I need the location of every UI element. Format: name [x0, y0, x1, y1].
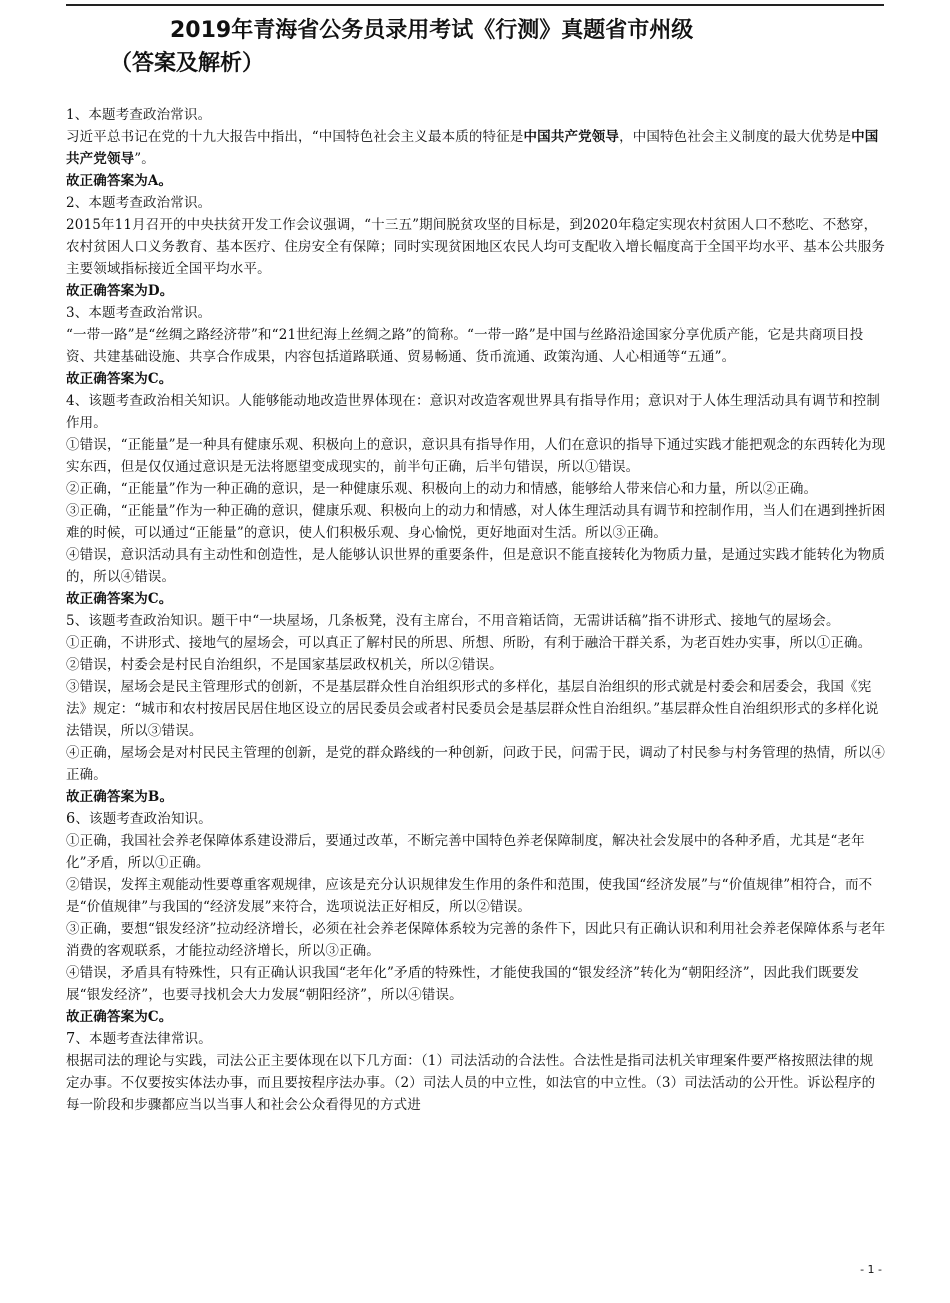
- q1-heading: 1、本题考查政治常识。: [66, 107, 212, 123]
- q6-option-3: ③正确，要想“银发经济”拉动经济增长，必须在社会养老保障体系较为完善的条件下，因此只有正确认识和利用社会养老保障体系与老年消费的客观联系，才能拉动经济增长，所以③正确。: [66, 921, 886, 959]
- q2-paragraph: 2015年11月召开的中央扶贫开发工作会议强调，“十三五”期间脱贫攻坚的目标是，到2020年稳定实现农村贫困人口不愁吃、不愁穿，农村贫困人口义务教育、基本医疗、住房安全有保障；同时实现贫困地区农民人均可支配收入增长幅度高于全国平均水平、基本公共服务主要领域指标接近全国平均水平。: [66, 217, 885, 277]
- q4-option-2: ②正确，“正能量”作为一种正确的意识，是一种健康乐观、积极向上的动力和情感，能够给人带来信心和力量，所以②正确。: [66, 481, 818, 497]
- answer-body: [66, 104, 886, 1116]
- q5-option-3: ③错误，屋场会是民主管理形式的创新，不是基层群众性自治组织形式的多样化，基层自治组织的形式就是村委会和居委会，我国《宪法》规定：“城市和农村按居民居住地区设立的居民委员会或者村民委员会是基层群众性自治组织。”基层群众性自治组织形式的多样化说法错误，所以③错误。: [66, 679, 879, 739]
- q2-heading: 2、本题考查政治常识。: [66, 195, 212, 211]
- q7-paragraph: 根据司法的理论与实践，司法公正主要体现在以下几方面：（1）司法活动的合法性。合法性是指司法机关审理案件要严格按照法律的规定办事。不仅要按实体法办事，而且要按程序法办事。（2）司法人员的中立性，如法官的中立性。（3）司法活动的公开性。诉讼程序的每一阶段和步骤都应当以当事人和社会公众看得见的方式进: [66, 1053, 876, 1113]
- q6-option-1: ①正确，我国社会养老保障体系建设滞后，要通过改革，不断完善中国特色养老保障制度，解决社会发展中的各种矛盾，尤其是“老年化”矛盾，所以①正确。: [66, 833, 865, 871]
- q3-answer: 故正确答案为C。: [66, 371, 173, 387]
- q4-option-4: ④错误，意识活动具有主动性和创造性，是人能够认识世界的重要条件，但是意识不能直接转化为物质力量，是通过实践才能转化为物质的，所以④错误。: [66, 547, 885, 585]
- q6-heading: 6、该题考查政治知识。: [66, 811, 212, 827]
- q2-answer: 故正确答案为D。: [66, 283, 174, 299]
- q6-option-2: ②错误，发挥主观能动性要尊重客观规律，应该是充分认识规律发生作用的条件和范围，使我国“经济发展”与“价值规律”相符合，而不是“价值规律”与我国的“经济发展”来符合，选项说法正好相反，所以②错误。: [66, 877, 873, 915]
- q5-answer: 故正确答案为B。: [66, 789, 174, 805]
- document-title: [108, 14, 868, 80]
- q7-heading: 7、本题考查法律常识。: [66, 1031, 212, 1047]
- q5-option-4: ④正确，屋场会是对村民民主管理的创新，是党的群众路线的一种创新，问政于民，问需于民，调动了村民参与村务管理的热情，所以④正确。: [66, 745, 885, 783]
- q4-heading: 4、该题考查政治相关知识。人能够能动地改造世界体现在：意识对改造客观世界具有指导作用；意识对于人体生理活动具有调节和控制作用。: [66, 393, 881, 431]
- q6-answer: 故正确答案为C。: [66, 1009, 173, 1025]
- q5-option-1: ①正确，不讲形式、接地气的屋场会，可以真正了解村民的所思、所想、所盼，有利于融洽干群关系，为老百姓办实事，所以①正确。: [66, 635, 872, 651]
- title-line-1: 2019年青海省公务员录用考试《行测》真题省市州级: [170, 18, 694, 43]
- header-rule: [66, 4, 884, 6]
- title-line-2: （答案及解析）: [110, 51, 265, 76]
- q3-heading: 3、本题考查政治常识。: [66, 305, 212, 321]
- q4-answer: 故正确答案为C。: [66, 591, 173, 607]
- q5-heading: 5、该题考查政治知识。题干中“一块屋场，几条板凳，没有主席台，不用音箱话筒，无需讲话稿”指不讲形式、接地气的屋场会。: [66, 613, 840, 629]
- page-number: - 1 -: [860, 1263, 882, 1276]
- q3-paragraph: “一带一路”是“丝绸之路经济带”和“21世纪海上丝绸之路”的简称。“一带一路”是中国与丝路沿途国家分享优质产能，它是共商项目投资、共建基础设施、共享合作成果，内容包括道路联通、贸易畅通、货币流通、政策沟通、人心相通等“五通”。: [66, 327, 864, 365]
- q1-answer: 故正确答案为A。: [66, 173, 173, 189]
- q5-option-2: ②错误，村委会是村民自治组织，不是国家基层政权机关，所以②错误。: [66, 657, 503, 673]
- q4-option-1: ①错误，“正能量”是一种具有健康乐观、积极向上的意识，意识具有指导作用，人们在意识的指导下通过实践才能把观念的东西转化为现实东西，但是仅仅通过意识是无法将愿望变成现实的，前半句正确，后半句错误，所以①错误。: [66, 437, 886, 475]
- q6-option-4: ④错误，矛盾具有特殊性，只有正确认识我国“老年化”矛盾的特殊性，才能使我国的“银发经济”转化为“朝阳经济”，因此我们既要发展“银发经济”，也要寻找机会大力发展“朝阳经济”，所以④错误。: [66, 965, 860, 1003]
- q1-paragraph: 习近平总书记在党的十九大报告中指出，“中国特色社会主义最本质的特征是中国共产党领导，中国特色社会主义制度的最大优势是中国共产党领导”。: [66, 129, 879, 167]
- q4-option-3: ③正确，“正能量”作为一种正确的意识，健康乐观、积极向上的动力和情感，对人体生理活动具有调节和控制作用，当人们在遇到挫折困难的时候，可以通过“正能量”的意识，使人们积极乐观、身心愉悦，更好地面对生活。所以③正确。: [66, 503, 886, 541]
